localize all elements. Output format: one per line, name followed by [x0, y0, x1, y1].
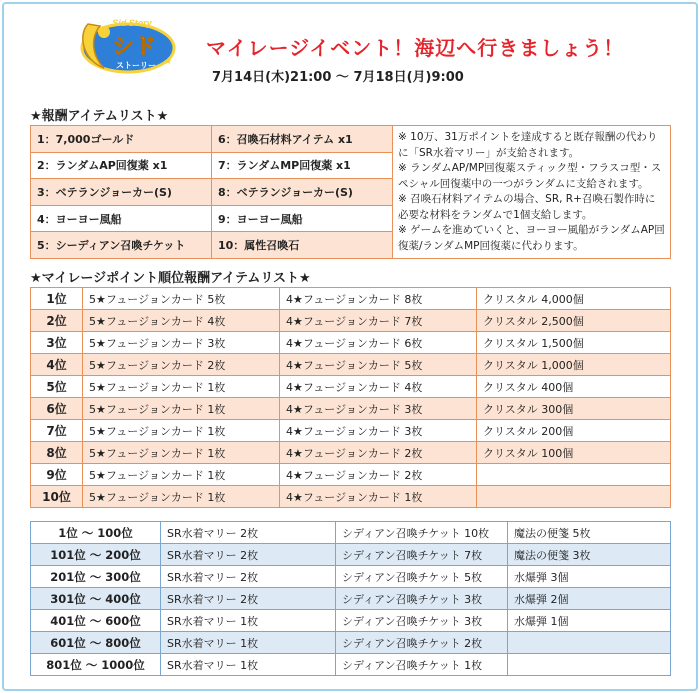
- range-reward: シディアン召喚チケット 5枚: [336, 566, 508, 588]
- ranking-reward: クリスタル 200個: [477, 420, 671, 442]
- ranking-reward: 5★フュージョンカード 1枚: [83, 420, 280, 442]
- range-reward: SR水着マリー 1枚: [161, 610, 336, 632]
- ranking-reward: 5★フュージョンカード 1枚: [83, 442, 280, 464]
- event-period: 7月14日(木)21:00 ～ 7月18日(月)9:00: [212, 70, 464, 85]
- ranking-row: [31, 398, 671, 420]
- ranking-reward: 4★フュージョンカード 7枚: [280, 310, 477, 332]
- ranking-row: [31, 376, 671, 398]
- rank-label: 9位: [31, 464, 83, 486]
- reward-item: 2：ランダムAP回復薬 x1: [31, 152, 212, 179]
- range-label: 101位 ～ 200位: [31, 544, 161, 566]
- ranking-reward: 4★フュージョンカード 3枚: [280, 398, 477, 420]
- reward-notes: ※ 10万、31万ポイントを達成すると既存報酬の代わりに「SR水着マリー」が支給されます。 ※ ランダムAP/MP回復薬スティック型・フラスコ型・スペシャル回復薬中の一つがランダムに支給されます。 ※ 召喚石材料アイテムの場合、SR, R+召喚石製作時に必要な材料をランダムで1個支給します。 ※ ゲームを進めていくと、ヨーヨー風船がランダムAP回復薬/ランダムMP回復薬に代わります。: [393, 126, 671, 259]
- ranking-row: [31, 464, 671, 486]
- rank-label: 5位: [31, 376, 83, 398]
- range-reward: SR水着マリー 2枚: [161, 544, 336, 566]
- rank-label: 2位: [31, 310, 83, 332]
- rank-label: 4位: [31, 354, 83, 376]
- ranking-reward: クリスタル 300個: [477, 398, 671, 420]
- ranking-row: [31, 420, 671, 442]
- logo-line2: シド: [111, 35, 157, 60]
- ranking-reward: 5★フュージョンカード 4枚: [83, 310, 280, 332]
- range-reward: シディアン召喚チケット 7枚: [336, 544, 508, 566]
- logo-line3: ストーリー: [116, 61, 156, 70]
- ranking-table: [30, 287, 671, 508]
- ranking-reward: 4★フュージョンカード 1枚: [280, 486, 477, 508]
- rank-label: 1位: [31, 288, 83, 310]
- range-reward: SR水着マリー 2枚: [161, 566, 336, 588]
- reward-item: 9：ヨーヨー風船: [212, 205, 393, 232]
- reward-item: 5：シーディアン召喚チケット: [31, 232, 212, 259]
- range-row: [31, 522, 671, 544]
- range-row: [31, 566, 671, 588]
- range-reward: [508, 654, 671, 676]
- range-reward: 水爆弾 1個: [508, 610, 671, 632]
- ranking-reward: クリスタル 100個: [477, 442, 671, 464]
- ranking-row: [31, 332, 671, 354]
- reward-list-title: ★報酬アイテムリスト★: [30, 109, 169, 124]
- range-reward: SR水着マリー 1枚: [161, 632, 336, 654]
- range-row: [31, 632, 671, 654]
- ranking-reward: 4★フュージョンカード 4枚: [280, 376, 477, 398]
- range-row: [31, 544, 671, 566]
- range-reward: SR水着マリー 1枚: [161, 654, 336, 676]
- reward-table: [30, 125, 671, 259]
- reward-item: 10：属性召喚石: [212, 232, 393, 259]
- range-reward: 魔法の便箋 5枚: [508, 522, 671, 544]
- range-row: [31, 588, 671, 610]
- ranking-reward: クリスタル 400個: [477, 376, 671, 398]
- ranking-reward: 5★フュージョンカード 1枚: [83, 486, 280, 508]
- game-logo: [74, 12, 178, 78]
- ranking-reward: [477, 486, 671, 508]
- ranking-reward: 5★フュージョンカード 3枚: [83, 332, 280, 354]
- range-row: [31, 610, 671, 632]
- range-reward: シディアン召喚チケット 10枚: [336, 522, 508, 544]
- range-reward: SR水着マリー 2枚: [161, 588, 336, 610]
- rank-label: 3位: [31, 332, 83, 354]
- range-label: 801位 ～ 1000位: [31, 654, 161, 676]
- range-reward: シディアン召喚チケット 2枚: [336, 632, 508, 654]
- rank-label: 8位: [31, 442, 83, 464]
- ranking-reward: クリスタル 1,500個: [477, 332, 671, 354]
- reward-item: 8：ベテランジョーカー(S): [212, 179, 393, 206]
- range-reward: シディアン召喚チケット 3枚: [336, 610, 508, 632]
- ranking-row: [31, 354, 671, 376]
- range-label: 601位 ～ 800位: [31, 632, 161, 654]
- reward-item: 6：召喚石材料アイテム x1: [212, 126, 393, 153]
- range-label: 301位 ～ 400位: [31, 588, 161, 610]
- rank-label: 10位: [31, 486, 83, 508]
- ranking-reward: 4★フュージョンカード 2枚: [280, 464, 477, 486]
- range-reward: SR水着マリー 2枚: [161, 522, 336, 544]
- range-table: [30, 521, 671, 676]
- ranking-reward: クリスタル 2,500個: [477, 310, 671, 332]
- event-title: マイレージイベント！海辺へ行きましょう！: [206, 36, 625, 60]
- ranking-reward: 4★フュージョンカード 6枚: [280, 332, 477, 354]
- logo-line1: Sid Story: [112, 18, 152, 28]
- ranking-row: [31, 442, 671, 464]
- ranking-reward: 4★フュージョンカード 8枚: [280, 288, 477, 310]
- reward-item: 7：ランダムMP回復薬 x1: [212, 152, 393, 179]
- ranking-list-title: ★マイレージポイント順位報酬アイテムリスト★: [30, 271, 311, 286]
- ranking-reward: 4★フュージョンカード 5枚: [280, 354, 477, 376]
- range-reward: シディアン召喚チケット 1枚: [336, 654, 508, 676]
- rank-label: 7位: [31, 420, 83, 442]
- ranking-reward: 4★フュージョンカード 3枚: [280, 420, 477, 442]
- range-reward: 魔法の便箋 3枚: [508, 544, 671, 566]
- range-reward: [508, 632, 671, 654]
- rank-label: 6位: [31, 398, 83, 420]
- ranking-row: [31, 288, 671, 310]
- reward-row: [31, 126, 671, 153]
- reward-item: 4：ヨーヨー風船: [31, 205, 212, 232]
- range-label: 1位 ～ 100位: [31, 522, 161, 544]
- ranking-reward: [477, 464, 671, 486]
- ranking-reward: クリスタル 4,000個: [477, 288, 671, 310]
- range-row: [31, 654, 671, 676]
- ranking-reward: 5★フュージョンカード 1枚: [83, 376, 280, 398]
- range-reward: 水爆弾 2個: [508, 588, 671, 610]
- ranking-reward: 5★フュージョンカード 1枚: [83, 464, 280, 486]
- ranking-reward: 5★フュージョンカード 5枚: [83, 288, 280, 310]
- ranking-reward: 4★フュージョンカード 2枚: [280, 442, 477, 464]
- range-reward: 水爆弾 3個: [508, 566, 671, 588]
- ranking-reward: クリスタル 1,000個: [477, 354, 671, 376]
- ranking-row: [31, 310, 671, 332]
- ranking-row: [31, 486, 671, 508]
- range-label: 401位 ～ 600位: [31, 610, 161, 632]
- range-reward: シディアン召喚チケット 3枚: [336, 588, 508, 610]
- reward-item: 3：ベテランジョーカー(S): [31, 179, 212, 206]
- range-label: 201位 ～ 300位: [31, 566, 161, 588]
- svg-text:★: ★: [164, 57, 173, 67]
- reward-item: 1：7,000ゴールド: [31, 126, 212, 153]
- ranking-reward: 5★フュージョンカード 2枚: [83, 354, 280, 376]
- ranking-reward: 5★フュージョンカード 1枚: [83, 398, 280, 420]
